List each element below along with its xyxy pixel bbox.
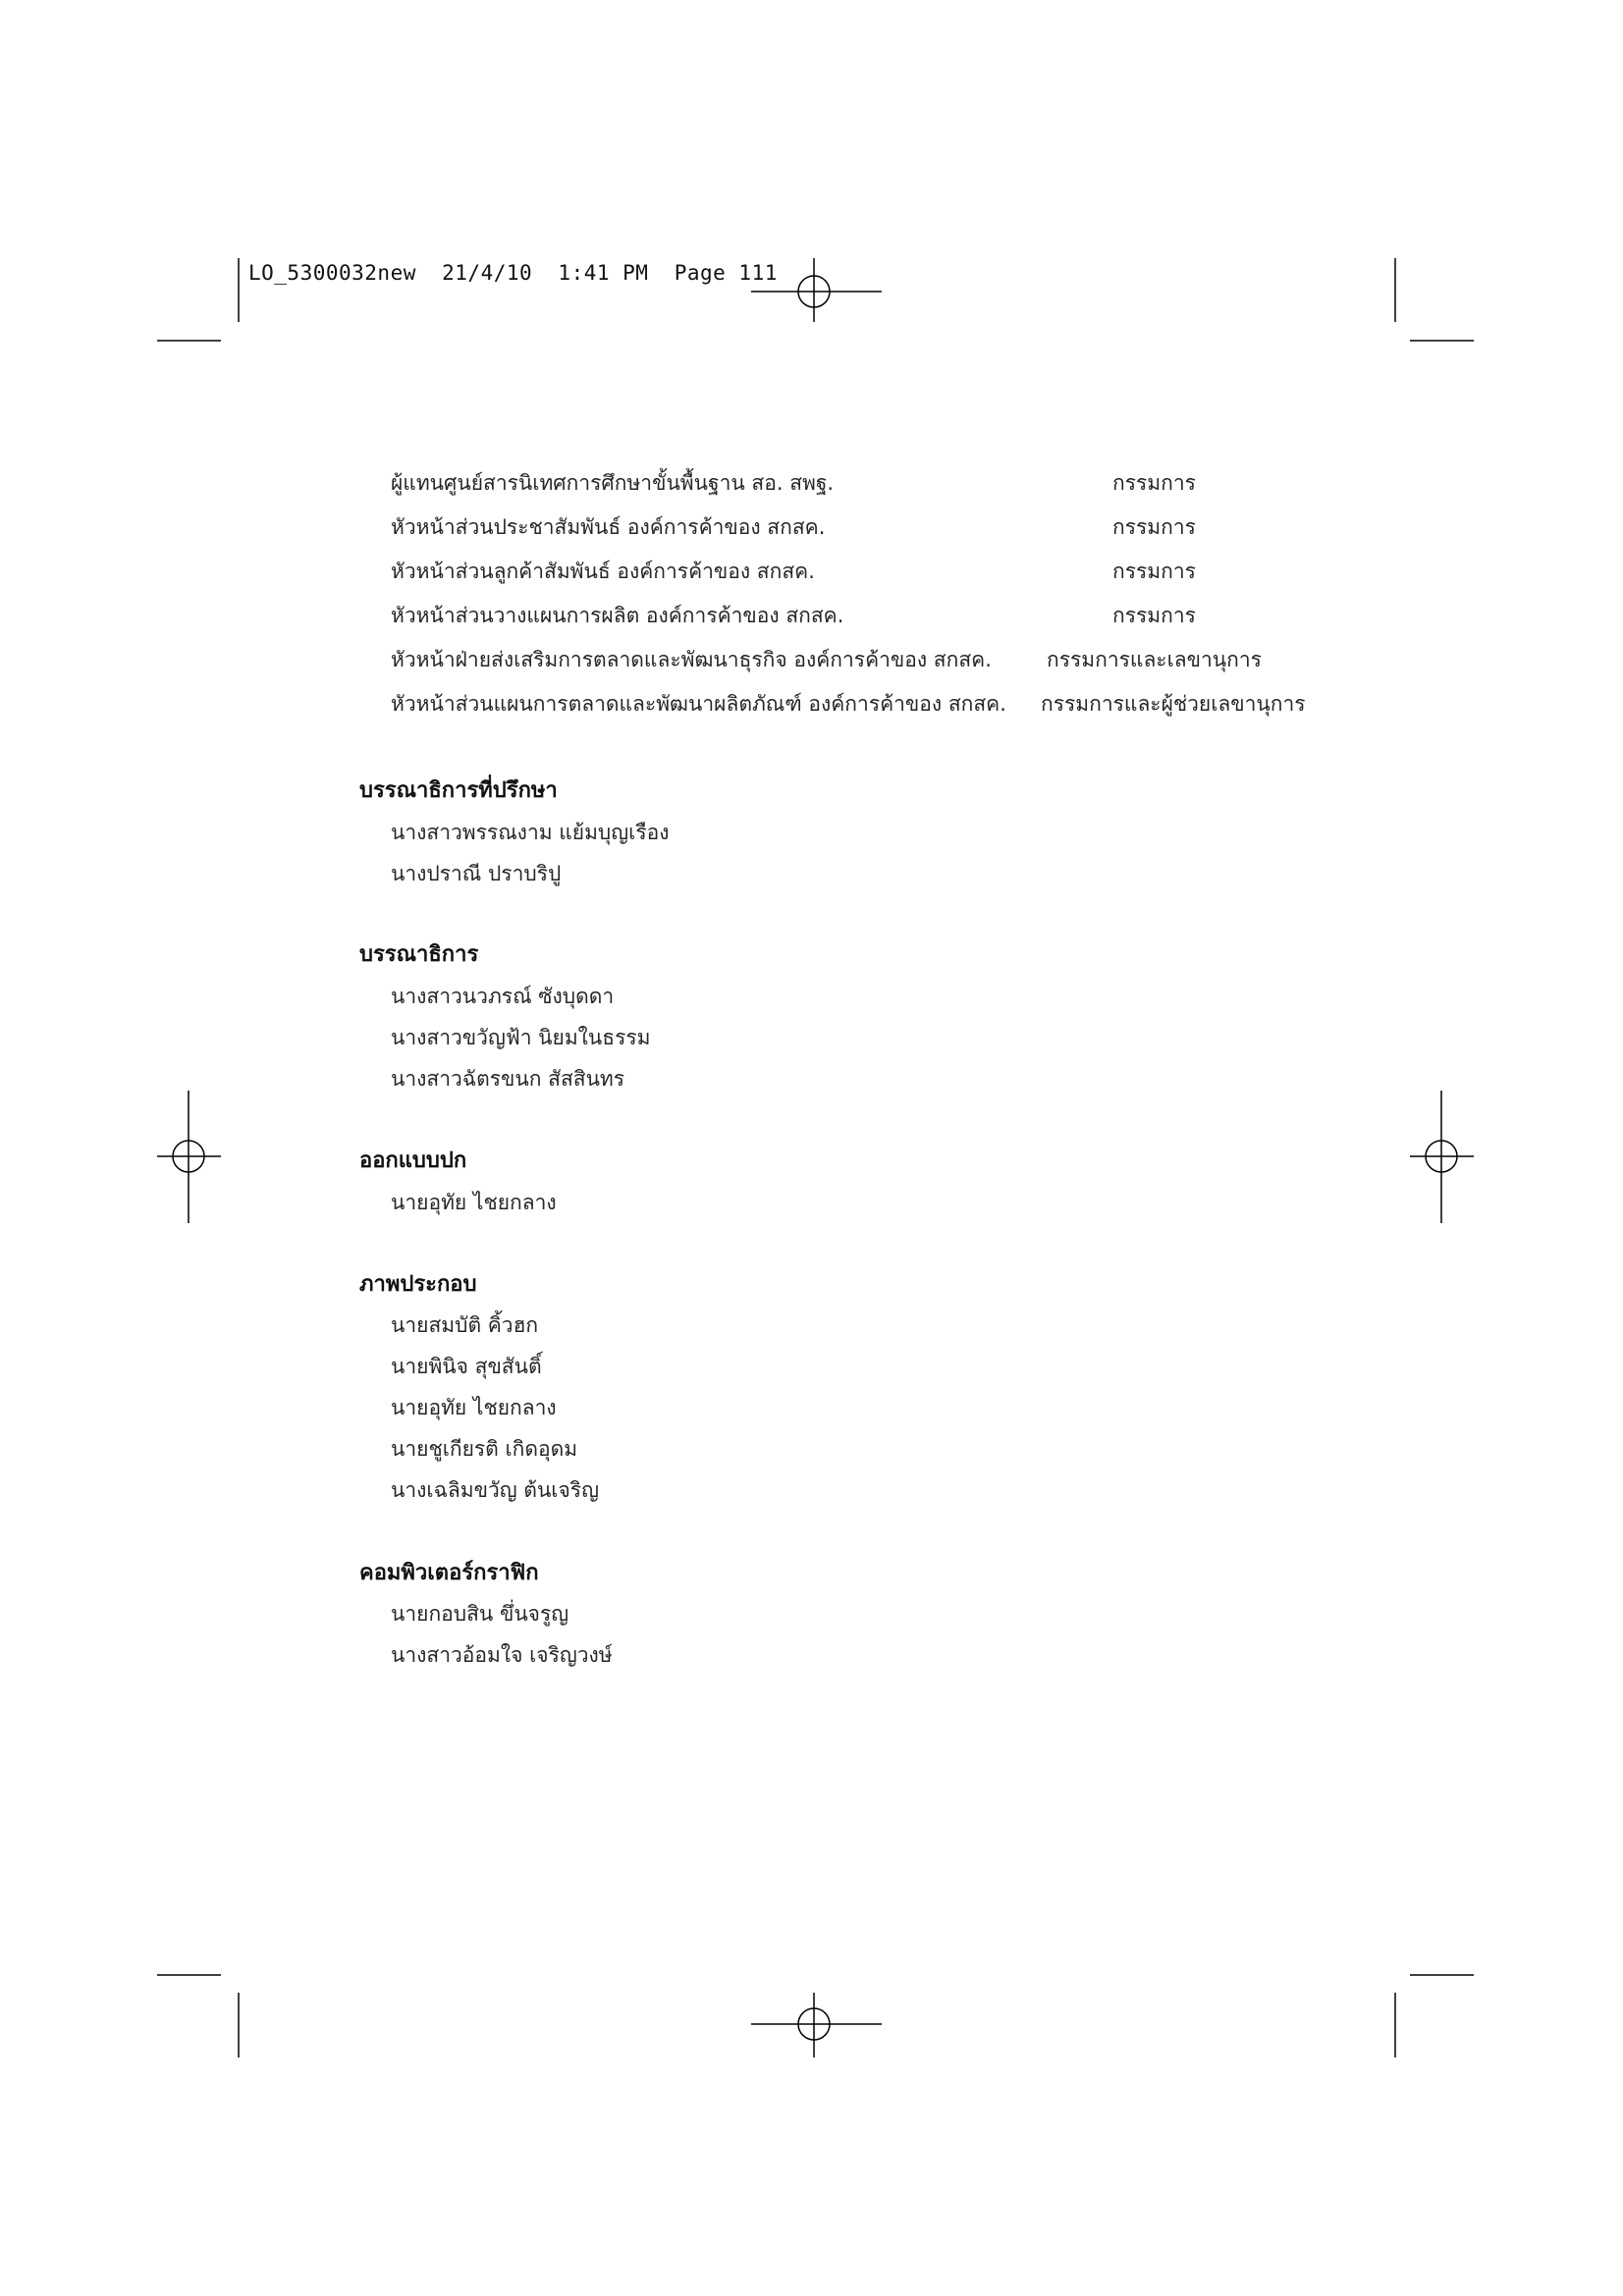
- person-name: นางสาวอ้อมใจ เจริญวงษ์: [391, 1643, 613, 1667]
- committee-role: กรรมการและผู้ช่วยเลขานุการ: [1041, 692, 1306, 716]
- person-name: นางเฉลิมขวัญ ต้นเจริญ: [391, 1478, 599, 1502]
- committee-member: หัวหน้าส่วนแผนการตลาดและพัฒนาผลิตภัณฑ์ องค์การค้าของ สกสค.: [391, 692, 1006, 716]
- committee-member: หัวหน้าส่วนวางแผนการผลิต องค์การค้าของ สกสค.: [391, 604, 844, 627]
- committee-role: กรรมการ: [1112, 471, 1196, 495]
- committee-member: หัวหน้าฝ่ายส่งเสริมการตลาดและพัฒนาธุรกิจ องค์การค้าของ สกสค.: [391, 648, 992, 671]
- print-slug: LO_5300032new 21/4/10 1:41 PM Page 111: [248, 261, 778, 285]
- person-name: นายพินิจ สุขสันติ์: [391, 1355, 542, 1378]
- section-heading: บรรณาธิการ: [359, 942, 479, 967]
- committee-member: หัวหน้าส่วนประชาสัมพันธ์ องค์การค้าของ สกสค.: [391, 515, 826, 539]
- section-heading: ออกแบบปก: [359, 1148, 467, 1173]
- person-name: นางสาวนวภรณ์ ซังบุดดา: [391, 985, 615, 1008]
- registration-target-left: [157, 1091, 221, 1223]
- section-heading: คอมพิวเตอร์กราฟิก: [359, 1561, 539, 1585]
- person-name: นางสาวพรรณงาม แย้มบุญเรือง: [391, 821, 670, 844]
- section-heading: บรรณาธิการที่ปรึกษา: [359, 778, 558, 803]
- section-heading: ภาพประกอบ: [359, 1272, 477, 1297]
- committee-role: กรรมการ: [1112, 515, 1196, 539]
- registration-target-bottom: [751, 1993, 882, 2057]
- person-name: นายกอบสิน ขึ่นจรูญ: [391, 1602, 569, 1626]
- person-name: นางสาวฉัตรขนก สัสสินทร: [391, 1067, 625, 1091]
- person-name: นางสาวขวัญฟ้า นิยมในธรรม: [391, 1026, 651, 1049]
- person-name: นายชูเกียรติ เกิดอุดม: [391, 1437, 578, 1461]
- committee-role: กรรมการและเลขานุการ: [1047, 648, 1262, 671]
- committee-member: ผู้แทนศูนย์สารนิเทศการศึกษาขั้นพื้นฐาน สอ. สพฐ.: [391, 471, 835, 495]
- person-name: นายอุทัย ไชยกลาง: [391, 1191, 557, 1214]
- committee-member: หัวหน้าส่วนลูกค้าสัมพันธ์ องค์การค้าของ สกสค.: [391, 560, 815, 583]
- committee-role: กรรมการ: [1112, 560, 1196, 583]
- registration-target-right: [1410, 1091, 1474, 1223]
- person-name: นายอุทัย ไชยกลาง: [391, 1396, 557, 1419]
- person-name: นายสมบัติ คิ้วฮก: [391, 1313, 539, 1337]
- committee-role: กรรมการ: [1112, 604, 1196, 627]
- person-name: นางปราณี ปราบริปู: [391, 862, 562, 885]
